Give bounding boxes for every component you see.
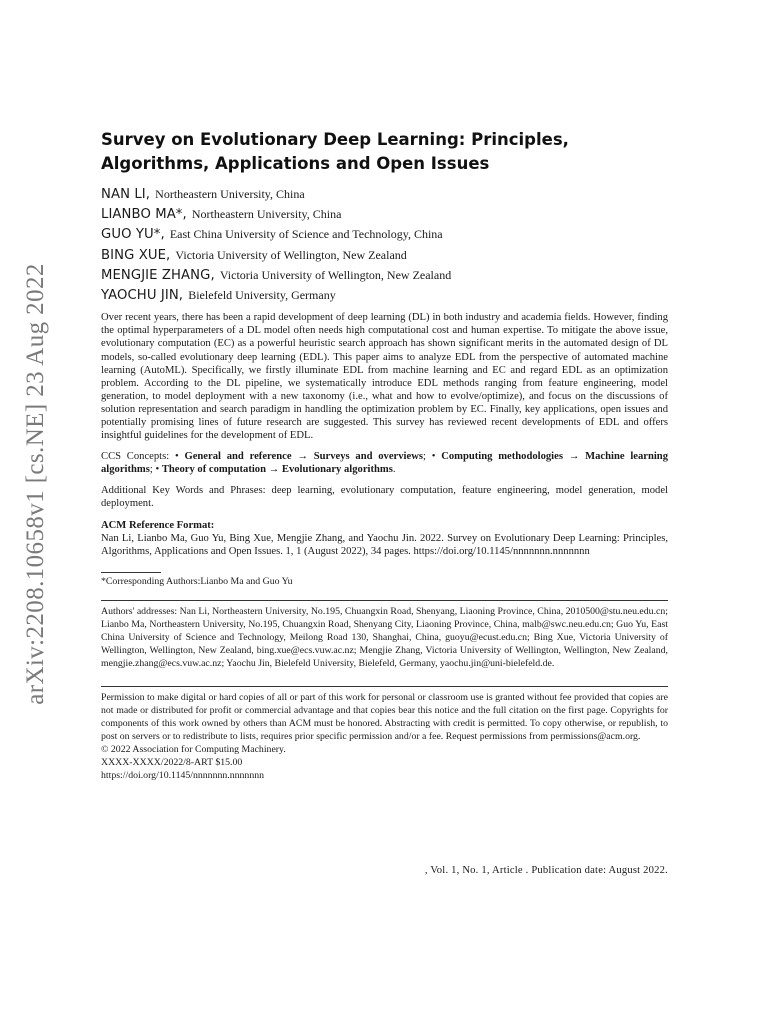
- ccs-concept: Computing methodologies → Machine learning algorithms: [101, 451, 668, 476]
- author-entry: [101, 184, 668, 204]
- paper-title: Survey on Evolutionary Deep Learning: Principles, Algorithms, Applications and Open Issues: [101, 130, 569, 173]
- ccs-concept: General and reference → Surveys and overviews: [184, 451, 423, 463]
- permission-rule: [101, 686, 668, 687]
- ccs-label: CCS Concepts: •: [101, 451, 179, 463]
- author-list: [101, 184, 668, 305]
- keywords: Additional Key Words and Phrases: deep learning, evolutionary computation, feature engineering, model generation, model deployment.: [101, 485, 668, 510]
- ccs-separator: ; •: [149, 464, 160, 476]
- author-name: YAOCHU JIN,: [101, 288, 184, 304]
- author-entry: [101, 265, 668, 285]
- ccs-separator: ; •: [422, 451, 436, 463]
- author-affiliation: Victoria University of Wellington, New Zealand: [175, 247, 407, 262]
- copyright-line: © 2022 Association for Computing Machinery.: [101, 743, 286, 755]
- acm-reference-text: Nan Li, Lianbo Ma, Guo Yu, Bing Xue, Mengjie Zhang, and Yaochu Jin. 2022. Survey on Evolutionary Deep Learning: Principles, Algorithms, Applications and Open Issues. 1, 1 (August 2022), 34 pages. https://doi.org/10.1145/nnnnnnn.nnnnnnn: [101, 532, 668, 557]
- arxiv-identifier: [18, 263, 54, 705]
- author-entry: [101, 224, 668, 244]
- ccs-end: .: [392, 464, 396, 476]
- author-name: MENGJIE ZHANG,: [101, 267, 215, 283]
- issn-line: XXXX-XXXX/2022/8-ART $15.00: [101, 756, 243, 768]
- author-affiliation: Northeastern University, China: [191, 207, 342, 222]
- publication-footer: , Vol. 1, No. 1, Article . Publication date: August 2022.: [424, 865, 668, 876]
- author-addresses: Authors' addresses: Nan Li, Northeastern University, No.195, Chuangxin Road, Shenyang, Liaoning Province, China, 2010500@stu.neu.edu.cn; Lianbo Ma, Northeastern University, No.195, Chuangxin Road, Shenyang City, Liaoning Province, China, malb@swc.neu.edu.cn; Guo Yu, East China University of Science and Technology, Meilong Road 130, Shanghai, China, guoyu@ecust.edu.cn; Bing Xue, Victoria University of Wellington, Wellington, New Zealand, bing.xue@ecs.vuw.ac.nz; Mengjie Zhang, Victoria University of Wellington, Wellington, New Zealand, mengjie.zhang@ecs.vuw.ac.nz; Yaochu Jin, Bielefeld University, Bielefeld, Germany, yaochu.jin@uni-bielefeld.de.: [101, 605, 668, 669]
- ccs-concepts: [101, 450, 668, 476]
- acm-reference-label: ACM Reference Format:: [101, 519, 215, 531]
- author-name: NAN LI,: [101, 187, 151, 202]
- footnote-rule: [101, 572, 161, 573]
- abstract: Over recent years, there has been a rapid development of deep learning (DL) in both industry and academia fields. However, finding the optimal hyperparameters of a DL model often needs high computational cost and human expertise. To mitigate the above issue, evolutionary computation (EC) as a powerful heuristic search approach has shown significant merits in the automated design of DL models, so-called evolutionary deep learning (EDL). This paper aims to analyze EDL from the perspective of automated machine learning (AutoML). Specifically, we firstly illuminate EDL from machine learning and EC and regard EDL as an optimization problem. According to the DL pipeline, we systematically introduce EDL methods ranging from feature engineering, model generation, to model deployment with a new taxonomy (i.e., what and how to evolve/optimize), and focus on the discussions of solution representation and search paradigm in handling the optimization problem by EC. Finally, key applications, open issues and potentially promising lines of future research are suggested. This survey has reviewed recent developments of EDL and offers insightful guidelines for the development of EDL.: [101, 312, 668, 442]
- doi-line: https://doi.org/10.1145/nnnnnnn.nnnnnnn: [101, 769, 265, 781]
- author-entry: [101, 285, 668, 305]
- author-entry: [101, 245, 668, 265]
- author-name: LIANBO MA*,: [101, 207, 187, 223]
- author-affiliation: Northeastern University, China: [155, 187, 305, 201]
- corresponding-author-footnote: *Corresponding Authors:Lianbo Ma and Guo Yu: [101, 575, 293, 587]
- author-name: BING XUE,: [101, 247, 171, 263]
- arxiv-identifier-text: arXiv:2208.10658v1 [cs.NE] 23 Aug 2022: [22, 263, 50, 705]
- paper-first-page: [101, 128, 668, 782]
- ccs-concept: Theory of computation → Evolutionary algorithms: [161, 464, 393, 476]
- author-affiliation: Bielefeld University, Germany: [188, 288, 336, 303]
- permission-notice: Permission to make digital or hard copies of all or part of this work for personal or classroom use is granted without fee provided that copies are not made or distributed for profit or commercial advantage and that copies bear this notice and the full citation on the first page. Copyrights for components of this work owned by others than ACM must be honored. Abstracting with credit is permitted. To copy otherwise, or republish, to post on servers or to redistribute to lists, requires prior specific permission and/or a fee. Request permissions from permissions@acm.org.: [101, 691, 668, 742]
- author-entry: [101, 204, 668, 224]
- author-affiliation: East China University of Science and Technology, China: [169, 227, 443, 242]
- addresses-rule: [101, 600, 668, 601]
- author-name: GUO YU*,: [101, 227, 165, 243]
- author-affiliation: Victoria University of Wellington, New Zealand: [219, 267, 452, 282]
